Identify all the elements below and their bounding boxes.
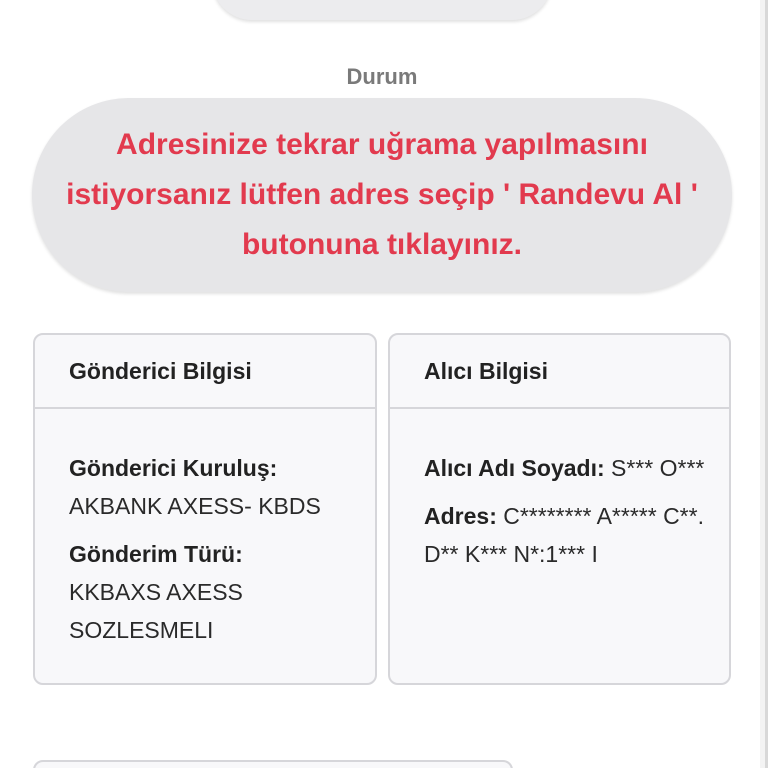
status-label: Durum — [346, 64, 418, 89]
sender-info-card — [33, 333, 377, 685]
previous-section-pill — [212, 0, 552, 20]
shipment-type-value: KKBAXS AXESS SOZLESMELI — [69, 579, 243, 643]
receiver-info-title: Alıcı Bilgisi — [390, 335, 729, 409]
receiver-info-body — [390, 409, 729, 573]
receiver-name-value: S*** O*** — [611, 455, 705, 481]
receiver-address-field — [424, 497, 709, 573]
sender-info-body — [35, 409, 375, 649]
receiver-name-field — [424, 449, 709, 487]
receiver-address-label: Adres: — [424, 503, 497, 529]
receiver-info-card — [388, 333, 731, 685]
receiver-name-label: Alıcı Adı Soyadı: — [424, 455, 605, 481]
shipment-type-label: Gönderim Türü: — [69, 541, 243, 567]
shipment-type-field — [69, 535, 355, 649]
sender-org-field — [69, 449, 355, 525]
next-section-card — [33, 760, 513, 768]
status-message-box — [32, 98, 732, 292]
sender-org-value: AKBANK AXESS- KBDS — [69, 493, 321, 519]
sender-org-label: Gönderici Kuruluş: — [69, 455, 278, 481]
receiver-address-value: C******** A***** C**. D** K*** N*:1*** I — [424, 503, 704, 567]
sender-info-title: Gönderici Bilgisi — [35, 335, 375, 409]
status-message: Adresinize tekrar uğrama yapılmasını istiyorsanız lütfen adres seçip ' Randevu Al ' butonuna tıklayınız. — [66, 128, 698, 261]
scrollbar[interactable] — [760, 0, 768, 768]
